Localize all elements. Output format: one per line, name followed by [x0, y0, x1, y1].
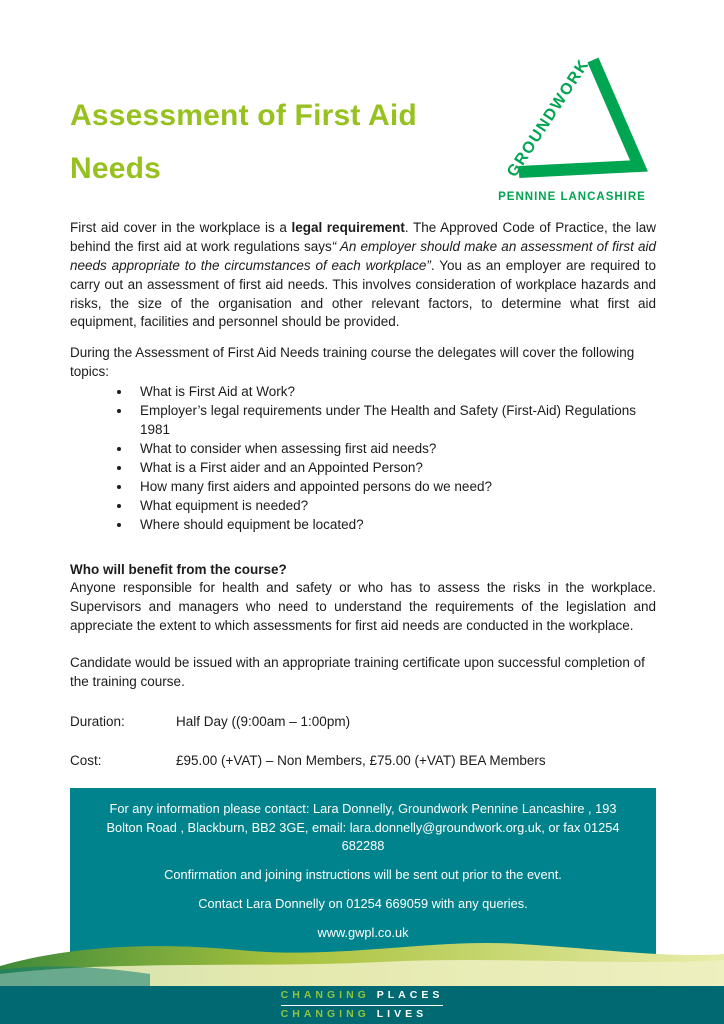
intro-quote: “ An employer should make an assessment of first aid needs appropriate to the circumstances of each workplace” [70, 238, 656, 273]
footer-line1-word1: CHANGING [280, 988, 370, 1001]
duration-value: Half Day ((9:00am – 1:00pm) [176, 713, 351, 729]
groundwork-logo [482, 48, 662, 203]
footer-line1-word2: PLACES [376, 988, 444, 1001]
header [70, 48, 656, 203]
contact-line-3: Contact Lara Donnelly on 01254 669059 with any queries. [198, 896, 528, 912]
website-link[interactable]: www.gwpl.co.uk [317, 925, 409, 941]
intro-seg2: . The Approved Code of Practice, the law behind the first aid at work regulations says [70, 220, 656, 254]
page-title-line2: Needs [70, 151, 162, 185]
intro-paragraph [70, 219, 656, 332]
intro-seg3: . You as an employer are required to carry out an assessment of first aid needs. This involves consideration of workplace hazards and risks, the size of the organisation and other relevant factors, to determine what first aid equipment, facilities and personnel should be provided. [70, 257, 656, 330]
topics-list [70, 382, 656, 534]
footer-line-1 [281, 989, 444, 1003]
contact-line-1: For any information please contact: Lara Donnelly, Groundwork Pennine Lancashire , 193 Bolton Road , Blackburn, BB2 3GE, email: lara.donnelly@groundwork.org.uk, or fax 01254 682288 [106, 800, 620, 854]
footer-line2-word2: LIVES [376, 1007, 428, 1020]
intro-bold: legal requirement [291, 220, 405, 235]
wave-graphic [0, 932, 724, 986]
logo-brand: GROUNDWORK [504, 56, 593, 181]
page-title-line1: Assessment of First Aid [70, 99, 417, 132]
wave-icon [0, 932, 724, 986]
duration-label: Duration: [70, 713, 125, 729]
footer-divider [281, 1005, 444, 1006]
contact-box [70, 788, 656, 956]
topic-item: • How many first aiders and appointed persons do we need? [132, 477, 656, 496]
page-title [70, 90, 417, 195]
footer-line2-word1: CHANGING [280, 1007, 370, 1020]
topic-item: • What equipment is needed? [132, 496, 656, 515]
cost-label: Cost: [70, 752, 102, 768]
topic-item: • What to consider when assessing first aid needs? [132, 439, 656, 458]
footer-bar [0, 986, 724, 1024]
logo-triangle-icon [487, 48, 657, 186]
topic-item: • Where should equipment be located? [132, 515, 656, 534]
topic-item: • What is a First aider and an Appointed Person? [132, 458, 656, 477]
contact-line-2: Confirmation and joining instructions will be sent out prior to the event. [164, 867, 562, 883]
cost-row [70, 751, 656, 770]
topic-item: • What is First Aid at Work? [132, 382, 656, 401]
footer-line-2 [281, 1008, 444, 1022]
certificate-note: Candidate would be issued with an appropriate training certificate upon successful completion of the training course. [70, 654, 645, 689]
benefit-heading: Who will benefit from the course? [70, 562, 287, 578]
benefit-body: Anyone responsible for health and safety or who has to assess the risks in the workplace. Supervisors and managers who need to understand the requirements of the legislation and appreciate the extent to which assessments for first aid needs are conducted in the workplace. [70, 580, 656, 633]
topic-item: • Employer’s legal requirements under The Health and Safety (First-Aid) Regulations 1981 [132, 401, 656, 439]
course-intro: During the Assessment of First Aid Needs training course the delegates will cover the following topics: [70, 345, 635, 380]
footer-slogan [281, 989, 444, 1021]
intro-seg1: First aid cover in the workplace is a [70, 220, 292, 235]
duration-row [70, 712, 656, 731]
cost-value: £95.00 (+VAT) – Non Members, £75.00 (+VAT) BEA Members [176, 752, 546, 768]
logo-region: PENNINE LANCASHIRE [498, 191, 646, 203]
